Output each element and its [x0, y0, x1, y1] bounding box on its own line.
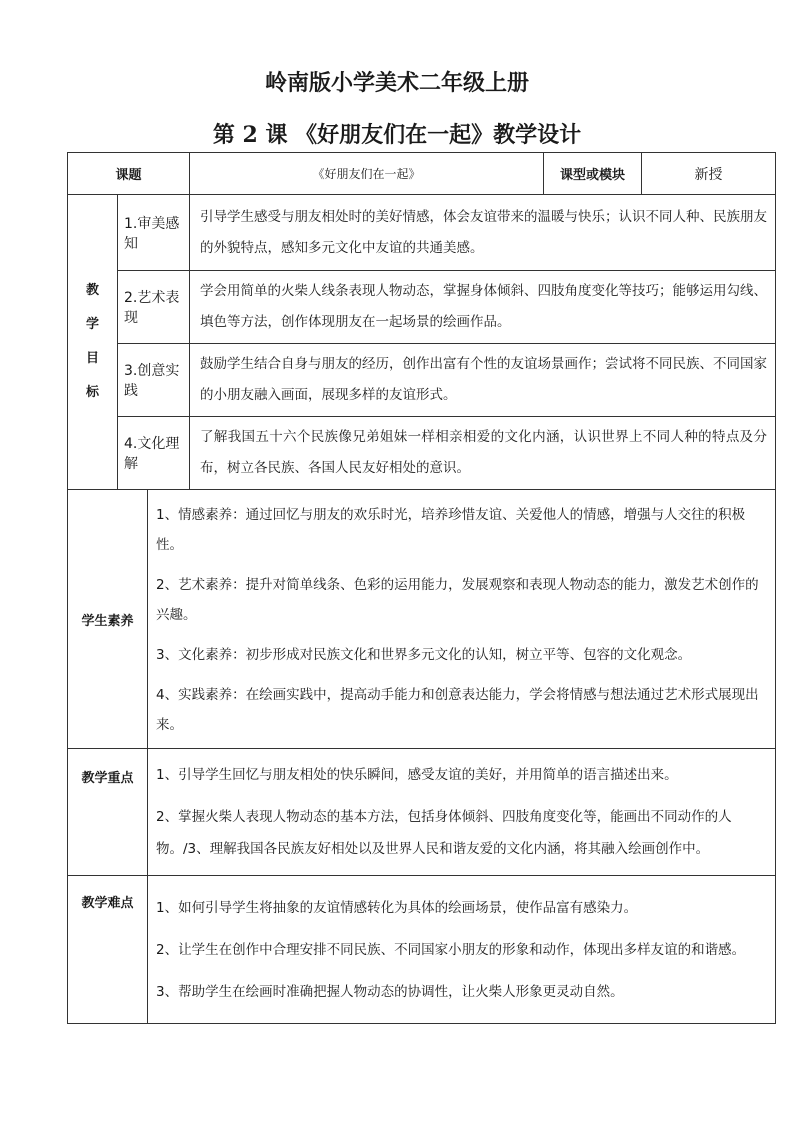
literacy-item: 3、文化素养：初步形成对民族文化和世界多元文化的认知，树立平等、包容的文化观念。 — [156, 647, 692, 663]
difficulties-label: 教学难点 — [68, 876, 148, 1024]
objective-text: 了解我国五十六个民族像兄弟姐妹一样相亲相爱的文化内涵，认识世界上不同人种的特点及分布，树立各民族、各国人民友好相处的意识。 — [190, 417, 776, 490]
difficulties-row — [68, 876, 776, 1024]
objective-name: 4.文化理解 — [118, 417, 190, 490]
objectives-label-char: 教 — [85, 283, 99, 298]
objective-row — [68, 417, 776, 490]
key-point-item: 1、引导学生回忆与朋友相处的快乐瞬间，感受友谊的美好，并用简单的语言描述出来。 — [156, 767, 678, 783]
lesson-plan-table — [67, 152, 776, 1024]
literacy-row — [68, 490, 776, 749]
difficulties-content — [148, 876, 776, 1024]
document-title: 岭南版小学美术二年级上册 — [264, 70, 529, 96]
objective-name: 2.艺术表现 — [118, 271, 190, 344]
key-points-label: 教学重点 — [68, 749, 148, 876]
literacy-item: 1、情感素养：通过回忆与朋友的欢乐时光，培养珍惜友谊、关爱他人的情感，增强与人交往的积极性。 — [156, 507, 746, 553]
objective-text: 学会用简单的火柴人线条表现人物动态，掌握身体倾斜、四肢角度变化等技巧；能够运用勾线、填色等方法，创作体现朋友在一起场景的绘画作品。 — [190, 271, 776, 344]
type-value: 新授 — [642, 153, 776, 195]
objective-row — [68, 344, 776, 417]
type-label: 课型或模块 — [544, 153, 642, 195]
objectives-label-char: 标 — [85, 385, 99, 400]
literacy-item: 4、实践素养：在绘画实践中，提高动手能力和创意表达能力，学会将情感与想法通过艺术形式展现出来。 — [156, 687, 759, 733]
objective-name: 3.创意实践 — [118, 344, 190, 417]
key-points-content — [148, 749, 776, 876]
literacy-content — [148, 490, 776, 749]
topic-value: 《好朋友们在一起》 — [190, 153, 544, 195]
difficulty-item: 1、如何引导学生将抽象的友谊情感转化为具体的绘画场景，使作品富有感染力。 — [156, 899, 638, 916]
header-row — [68, 153, 776, 195]
document-subtitle: 第 2 课 《好朋友们在一起》教学设计 — [212, 122, 582, 148]
objective-text: 鼓励学生结合自身与朋友的经历，创作出富有个性的友谊场景画作；尝试将不同民族、不同国家的小朋友融入画面，展现多样的友谊形式。 — [190, 344, 776, 417]
topic-label: 课题 — [68, 153, 190, 195]
objective-row — [68, 271, 776, 344]
key-points-row — [68, 749, 776, 876]
literacy-label: 学生素养 — [68, 490, 148, 749]
difficulty-item: 3、帮助学生在绘画时准确把握人物动态的协调性，让火柴人形象更灵动自然。 — [156, 983, 624, 1000]
literacy-item: 2、艺术素养：提升对简单线条、色彩的运用能力，发展观察和表现人物动态的能力，激发艺术创作的兴趣。 — [156, 577, 759, 623]
objective-row — [68, 195, 776, 271]
objectives-label — [68, 195, 118, 490]
objectives-label-char: 学 — [85, 317, 99, 332]
difficulty-item: 2、让学生在创作中合理安排不同民族、不同国家小朋友的形象和动作，体现出多样友谊的和谐感。 — [156, 941, 746, 958]
objective-name: 1.审美感知 — [118, 195, 190, 271]
objective-text: 引导学生感受与朋友相处时的美好情感，体会友谊带来的温暖与快乐；认识不同人种、民族朋友的外貌特点，感知多元文化中友谊的共通美感。 — [190, 195, 776, 271]
objectives-label-char: 目 — [85, 351, 99, 366]
key-point-item: 2、掌握火柴人表现人物动态的基本方法，包括身体倾斜、四肢角度变化等，能画出不同动作的人物。/3、理解我国各民族友好相处以及世界人民和谐友爱的文化内涵，将其融入绘画创作中。 — [156, 809, 732, 857]
